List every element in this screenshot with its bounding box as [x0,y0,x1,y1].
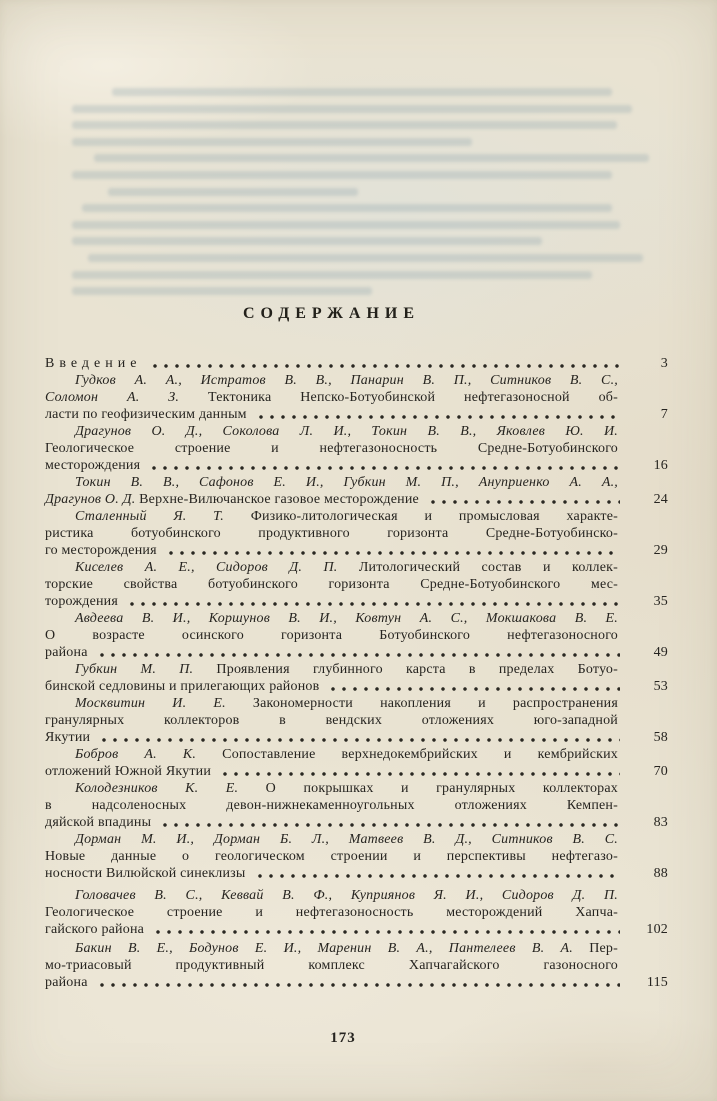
toc-entry-text [75,696,618,711]
dot-leader [102,738,620,742]
entry-title-text: района [45,645,88,660]
toc-line [45,474,618,491]
toc-line [45,372,618,389]
toc-line [45,921,668,938]
toc-entry [45,355,668,372]
dot-leader [152,466,620,470]
toc-entry-text [75,424,618,439]
toc-page-number: 58 [653,730,668,745]
toc-page-number: 7 [660,407,668,422]
toc-line [45,712,618,729]
entry-title-text: го месторождения [45,543,157,558]
entry-title-text: в надсоленосных девон-нижнекаменноугольных отложениях Кемпен- [45,798,618,813]
toc-entry-text [75,781,618,796]
toc-entry-text [45,905,618,920]
entry-title-text: месторождения [45,458,141,473]
entry-title-text: Геологическое строение и нефтегазоносность Средне-Ботуобинского [45,441,618,456]
toc-entry-text [45,526,618,541]
author-names: Соломон А. З. [45,390,180,405]
toc-page-number: 88 [653,866,668,881]
toc-line [45,678,668,695]
toc-entry-text [45,355,141,372]
entry-title-text: Закономерности накопления и распространения [225,696,618,711]
entry-title-text: ласти по геофизическим данным [45,407,247,422]
toc-entry [45,780,668,831]
toc-line [45,610,618,627]
entry-title-text: района [45,975,88,990]
toc-entry-text [75,509,618,524]
entry-title-text: Тектоника Непско-Ботуобинской нефтегазоносной об- [179,390,618,405]
toc-entry-text [45,814,151,831]
toc-entry-text [45,644,88,661]
toc-entry-text [45,974,88,991]
toc-entry [45,746,668,780]
entry-title-text: Пер- [572,941,618,956]
toc-entry-text [75,941,618,956]
toc-entry-text [45,678,319,695]
toc-page-number: 24 [653,492,668,507]
toc-line [45,887,618,904]
ghost-line [72,171,612,179]
toc-entry-text [45,542,157,559]
toc-line [45,593,668,610]
toc-line [45,406,668,423]
toc-line [45,974,668,991]
ghost-line [112,88,612,96]
toc-page-number: 70 [653,764,668,779]
author-names: Киселев А. Е., Сидоров Д. П. [75,560,338,575]
toc-entry-text [45,849,618,864]
toc-page-number: 53 [653,679,668,694]
toc-line [45,508,618,525]
ghost-text-bleedthrough [72,88,660,304]
entry-title-text: О покрышках и гранулярных коллекторах [238,781,618,796]
toc-page-number: 83 [653,815,668,830]
toc-entry [45,831,668,882]
toc-line [45,940,618,957]
toc-line [45,576,618,593]
author-names: Москвитин И. Е. [75,696,226,711]
dot-leader [258,874,620,878]
toc-page-number: 29 [653,543,668,558]
entry-title-text: Верхне-Вилючанское газовое месторождение [135,492,419,507]
toc-line [45,440,618,457]
entry-title-text: торские свойства ботуобинского горизонта Средне-Ботуобинского мес- [45,577,618,592]
toc-line [45,831,618,848]
toc-entry-text [75,373,618,388]
toc-entry [45,508,668,559]
toc-entry-text [75,832,618,847]
toc-line [45,542,668,559]
entry-title-text: Геологическое строение и нефтегазоносность месторождений Хапча- [45,905,618,920]
author-names: Губкин М. П. [75,662,194,677]
entry-title-text: торождения [45,594,119,609]
toc-line [45,491,668,508]
toc-entry-text [45,593,118,610]
dot-leader [130,602,620,606]
toc-entry [45,610,668,661]
entry-title-text: гайского района [45,922,145,937]
toc-entry-text [45,628,618,643]
entry-title-text: мо-триасовый продуктивный комплекс Хапчагайского газоносного [45,958,618,973]
toc-entry [45,661,668,695]
dot-leader [153,364,620,368]
entry-title-text: Физико-литологическая и промысловая характе- [223,509,618,524]
dot-leader [331,687,620,691]
author-names: Драгунов О. Д., Соколова Л. И., Токин В. В., Яковлев Ю. И. [75,424,618,439]
toc-entry [45,559,668,610]
entry-title-text: Введение [45,356,142,371]
entry-title-text: Литологический состав и коллек- [337,560,618,575]
toc-entry-text [75,560,618,575]
toc-line [45,848,618,865]
author-names: Драгунов О. Д. [45,492,136,507]
toc-page-number: 115 [646,975,668,990]
toc-page-number: 16 [653,458,668,473]
dot-leader [223,772,620,776]
toc-entry [45,372,668,423]
toc-line [45,525,618,542]
ghost-line [72,271,592,279]
toc-page-number: 49 [653,645,668,660]
ghost-line [82,204,612,212]
dot-leader [100,653,620,657]
author-names: Дорман М. И., Дорман Б. Л., Матвеев В. Д., Ситников В. С. [75,832,618,847]
toc-list [45,355,668,991]
toc-line [45,559,618,576]
toc-line [45,797,618,814]
dot-leader [163,823,620,827]
toc-entry-text [45,763,211,780]
dot-leader [259,415,620,419]
dot-leader [169,551,620,555]
toc-entry-text [45,865,246,882]
contents-title: СОДЕРЖАНИЕ [242,305,421,322]
entry-title-text: Якутии [45,730,91,745]
toc-entry-text [45,390,618,405]
toc-entry-text [75,888,618,903]
toc-entry-text [75,611,618,626]
toc-entry-text [45,491,419,508]
author-names: Бобров А. К. [75,747,197,762]
toc-page-number: 35 [653,594,668,609]
entry-title-text: носности Вилюйской синеклизы [45,866,246,881]
toc-line [45,644,668,661]
ghost-line [72,287,372,295]
ghost-line [72,237,542,245]
toc-entry-text [45,729,90,746]
toc-page-number: 102 [646,922,668,937]
toc-entry-text [75,475,618,490]
toc-entry [45,474,668,508]
toc-line [45,904,618,921]
toc-entry-text [45,457,140,474]
toc-line [45,389,618,406]
entry-title-text: Сопоставление верхнедокембрийских и кембрийских [196,747,618,762]
author-names: Гудков А. А., Истратов В. В., Панарин В. П., Ситников В. С., [75,373,618,388]
ghost-line [72,121,617,129]
dot-leader [100,983,620,987]
toc-line [45,457,668,474]
toc-line [45,423,618,440]
dot-leader [156,930,620,934]
ghost-line [72,138,472,146]
toc-line [45,661,618,678]
toc-line [45,627,618,644]
entry-title-text: О возрасте осинского горизонта Ботуобинского нефтегазоносного [45,628,618,643]
toc-entry-text [75,662,618,677]
author-names: Токин В. В., Сафонов Е. И., Губкин М. П., Ануприенко А. А., [75,475,618,490]
page-number: 173 [330,1030,356,1046]
toc-line [45,957,618,974]
toc-line [45,729,668,746]
toc-entry-text [75,747,618,762]
dot-leader [431,500,620,504]
toc-line [45,746,618,763]
entry-title-text: отложений Южной Якутии [45,764,212,779]
entry-title-text: гранулярных коллекторов в вендских отложениях юго-западной [45,713,618,728]
toc-entry-text [45,798,618,813]
ghost-line [72,221,620,229]
entry-title-text: Проявления глубинного карста в пределах Ботуо- [193,662,618,677]
author-names: Колодезников К. Е. [75,781,239,796]
entry-title-text: дяйской впадины [45,815,152,830]
toc-entry [45,423,668,474]
entry-title-text: бинской седловины и прилегающих районов [45,679,320,694]
toc-entry-text [45,577,618,592]
ghost-line [88,254,643,262]
toc-line [45,763,668,780]
ghost-line [72,105,632,113]
toc-entry-text [45,441,618,456]
toc-entry [45,940,668,991]
toc-line [45,355,668,372]
toc-entry-text [45,713,618,728]
ghost-line [94,154,649,162]
toc-entry-text [45,958,618,973]
toc-line [45,695,618,712]
toc-entry [45,695,668,746]
toc-line [45,814,668,831]
ghost-line [108,188,358,196]
author-names: Бакин В. Е., Бодунов Е. И., Маренин В. А., Пантелеев В. А. [75,941,573,956]
toc-page-number: 3 [660,356,668,371]
toc-line [45,865,668,882]
entry-title-text: ристика ботуобинского продуктивного горизонта Средне-Ботуобинско- [45,526,618,541]
toc-entry-text [45,921,144,938]
author-names: Сталенный Я. Т. [75,509,224,524]
author-names: Авдеева В. И., Коршунов В. И., Ковтун А. С., Мокшакова В. Е. [75,611,618,626]
toc-entry [45,887,668,938]
toc-entry-text [45,406,247,423]
entry-title-text: Новые данные о геологическом строении и перспективы нефтегазо- [45,849,618,864]
author-names: Головачев В. С., Кеввай В. Ф., Куприянов Я. И., Сидоров Д. П. [75,888,618,903]
toc-line [45,780,618,797]
